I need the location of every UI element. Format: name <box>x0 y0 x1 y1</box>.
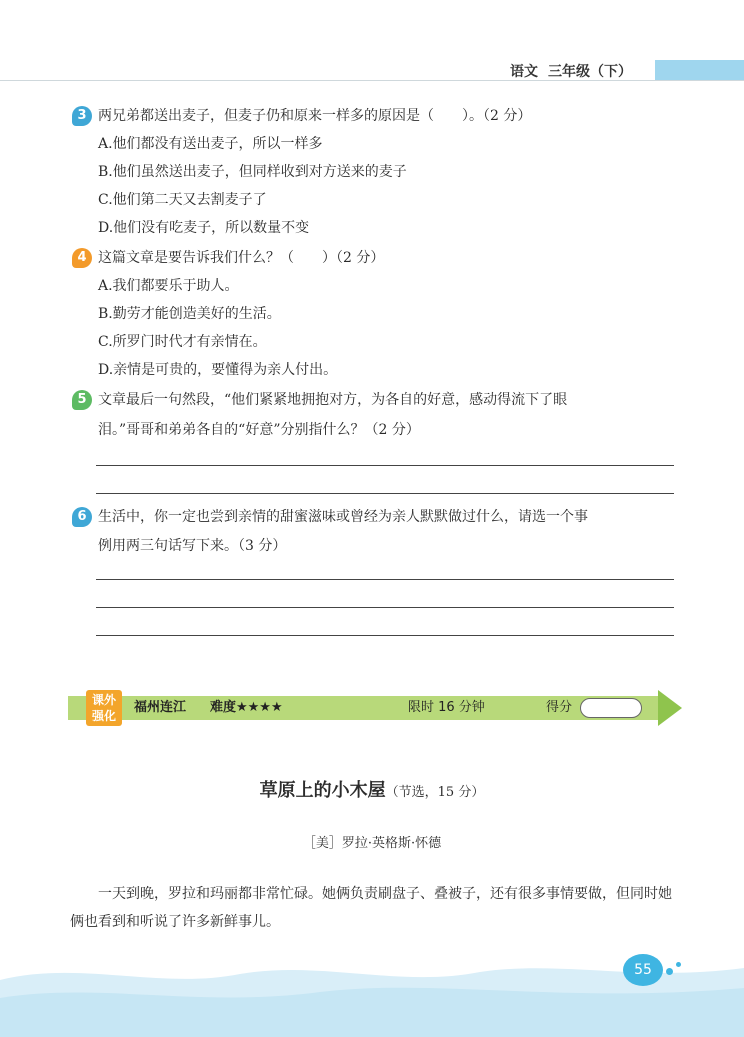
option-a: A.他们都没有送出麦子，所以一样多 <box>98 136 323 152</box>
region-label: 福州连江 <box>134 700 187 715</box>
question-3 <box>72 102 531 130</box>
extracurricular-badge <box>86 690 122 726</box>
question-number-badge: 5 <box>72 390 92 410</box>
header-subject <box>510 60 632 82</box>
header-color-bar <box>655 60 744 80</box>
question-number-badge: 4 <box>72 248 92 268</box>
answer-line[interactable] <box>96 579 674 580</box>
question-4 <box>72 244 384 272</box>
answer-line[interactable] <box>96 635 674 636</box>
question-number-badge: 3 <box>72 106 92 126</box>
option-b: B.勤劳才能创造美好的生活。 <box>98 306 281 322</box>
question-6-continuation: 例用两三句话写下来。（3 分） <box>98 538 287 554</box>
answer-line[interactable] <box>96 607 674 608</box>
time-limit-label: 限时 16 分钟 <box>408 700 485 715</box>
article-title <box>0 776 744 802</box>
article-author: ［美］罗拉·英格斯·怀德 <box>302 836 442 851</box>
question-5-continuation: 泪。”哥哥和弟弟各自的“好意”分别指什么？（2 分） <box>98 422 420 438</box>
score-label: 得分 <box>546 700 573 715</box>
header-divider <box>0 80 744 81</box>
question-text: 两兄弟都送出麦子，但麦子仍和原来一样多的原因是（ ）。（2 分） <box>98 108 532 124</box>
question-5 <box>72 386 567 414</box>
badge-line-2: 强化 <box>91 709 116 723</box>
article-title-text: 草原上的小木屋 <box>259 780 386 801</box>
option-c: C.他们第二天又去割麦子了 <box>98 192 267 208</box>
question-text: 文章最后一句然段，“他们紧紧地拥抱对方，为各自的好意，感动得流下了眼 <box>98 392 568 408</box>
banner-arrow-tip <box>658 690 682 726</box>
option-d: D.亲情是可贵的，要懂得为亲人付出。 <box>98 362 338 378</box>
subject-label: 语文 <box>510 64 538 80</box>
answer-line[interactable] <box>96 493 674 494</box>
option-c: C.所罗门时代才有亲情在。 <box>98 334 267 350</box>
question-number-badge: 6 <box>72 507 92 527</box>
article-title-note: （节选，15 分） <box>385 785 485 800</box>
option-a: A.我们都要乐于助人。 <box>98 278 239 294</box>
score-box[interactable] <box>580 698 642 718</box>
question-text: 生活中，你一定也尝到亲情的甜蜜滋味或曾经为亲人默默做过什么，请选一个事 <box>98 509 588 525</box>
decor-dot <box>666 968 673 975</box>
answer-line[interactable] <box>96 465 674 466</box>
article-paragraph: 一天到晚，罗拉和玛丽都非常忙碌。她俩负责刷盘子、叠被子，还有很多事情要做，但同时她俩也看到和听说了许多新鲜事儿。 <box>70 886 672 930</box>
badge-line-1: 课外 <box>91 693 116 707</box>
grade-label: 三年级（下） <box>548 64 632 80</box>
page-number: 55 <box>623 954 663 986</box>
question-text: 这篇文章是要告诉我们什么？（ ）（2 分） <box>98 250 385 266</box>
decor-dot <box>676 962 681 967</box>
question-6 <box>72 503 588 531</box>
option-b: B.他们虽然送出麦子，但同样收到对方送来的麦子 <box>98 164 407 180</box>
option-d: D.他们没有吃麦子，所以数量不变 <box>98 220 310 236</box>
difficulty-label: 难度★★★★ <box>210 700 283 715</box>
section-banner <box>68 690 680 726</box>
